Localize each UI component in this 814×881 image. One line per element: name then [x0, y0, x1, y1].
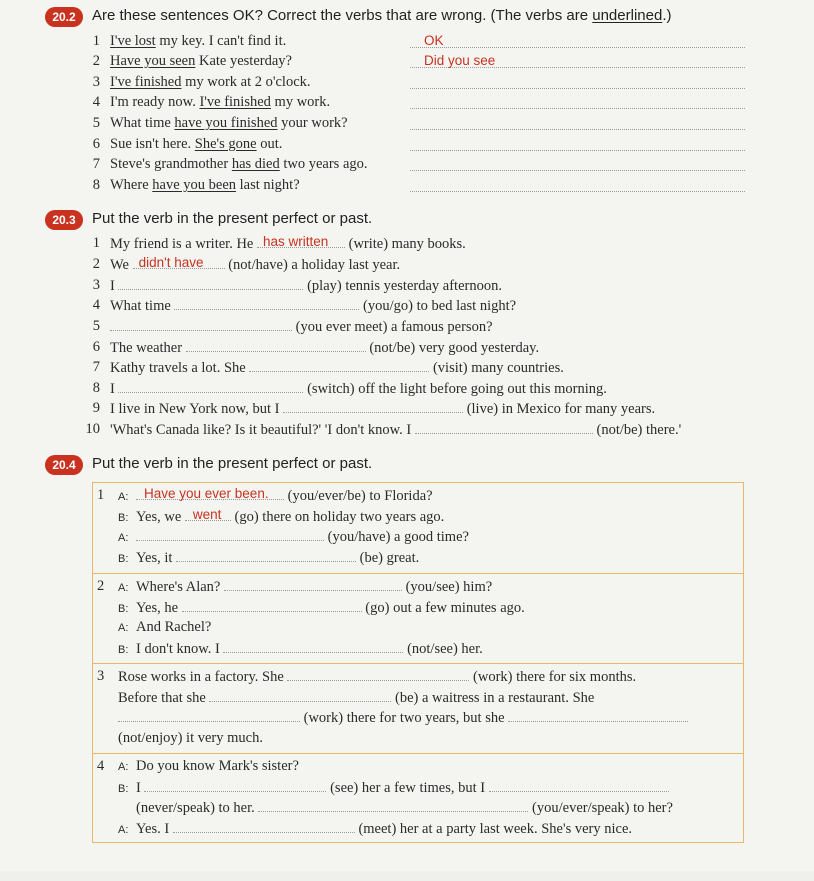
sentence-20-2-6	[110, 136, 282, 153]
text-post: (go) out a few minutes ago.	[361, 600, 525, 616]
speaker-label: A:	[118, 761, 129, 773]
sentence-20-2-4	[110, 94, 330, 111]
answer-text: went	[192, 507, 222, 522]
dialogue-line	[118, 619, 211, 636]
box4-line-3	[136, 799, 673, 817]
answer-blank[interactable]	[415, 421, 593, 434]
underlined-verb: I've finished	[110, 74, 182, 90]
answer-blank[interactable]	[144, 779, 326, 792]
underlined-verb: have you been	[152, 177, 237, 193]
dialogue-line	[118, 578, 492, 596]
exercise-badge-20-4: 20.4	[45, 455, 83, 475]
text-post: two years ago.	[279, 156, 368, 172]
answer-blank[interactable]	[209, 689, 391, 702]
box4-line-2	[118, 779, 669, 797]
text-pre: Where	[110, 177, 153, 193]
item-number: 3	[92, 277, 100, 293]
text-pre: Yes, it	[136, 550, 177, 566]
answer-line[interactable]	[410, 92, 745, 109]
answer-blank[interactable]	[258, 799, 528, 812]
box3-line-1	[118, 668, 636, 686]
text-pre: Steve's grandmother	[110, 156, 232, 172]
text-pre: Kathy travels a lot. She	[110, 360, 250, 376]
text-post: (not/see) her.	[403, 641, 483, 657]
text-pre: 'What's Canada like? Is it beautiful?' 'I don't know. I	[110, 422, 415, 438]
text: Before that she	[118, 690, 210, 706]
text: Yes. I	[136, 821, 173, 837]
answer-blank[interactable]	[176, 549, 356, 562]
answer-blank[interactable]	[182, 599, 362, 612]
text-post: (you/see) him?	[401, 579, 493, 595]
answer-blank[interactable]	[136, 528, 324, 541]
item-number: 10	[85, 421, 100, 437]
answer-blank[interactable]	[133, 256, 225, 269]
text: (never/speak) to her.	[136, 800, 259, 816]
answer-line[interactable]	[410, 31, 745, 48]
text-post: (be) great.	[356, 550, 420, 566]
instruction-underlined: underlined	[592, 7, 663, 24]
item-number: 4	[92, 94, 100, 110]
text-pre: I	[110, 278, 119, 294]
underlined-verb: I've finished	[199, 94, 271, 110]
answer-text: has written	[262, 234, 329, 249]
page-bottom-edge	[0, 871, 814, 881]
answer-blank[interactable]	[223, 640, 403, 653]
text-post: (write) many books.	[344, 236, 466, 252]
instruction-text: Are these sentences OK? Correct the verbs that are wrong. (The verbs are	[92, 7, 593, 24]
sentence-20-3-6	[110, 339, 539, 357]
item-number: 3	[92, 74, 100, 90]
item-number: 7	[92, 156, 100, 172]
item-number: 5	[92, 318, 100, 334]
item-number: 4	[92, 297, 100, 313]
text-pre: What time	[110, 298, 175, 314]
answer-blank[interactable]	[283, 400, 463, 413]
text: I	[136, 780, 145, 796]
text-pre: Where's Alan?	[136, 579, 224, 595]
underlined-verb: has died	[231, 156, 280, 172]
dialogue-line	[118, 487, 433, 505]
underlined-verb: have you finished	[174, 115, 278, 131]
answer-blank[interactable]	[185, 508, 231, 521]
answer-blank[interactable]	[110, 318, 292, 331]
text-post: my work.	[270, 94, 331, 110]
instruction-text-end: .)	[662, 7, 672, 24]
text-pre: Yes, he	[136, 600, 182, 616]
exercise-instruction-20-2	[92, 7, 671, 24]
box3-line-3	[118, 709, 688, 727]
speaker-label: B:	[118, 603, 129, 615]
text-pre: Yes, we	[136, 509, 185, 525]
sentence-20-3-7	[110, 359, 564, 377]
text-post: out.	[256, 136, 283, 152]
box4-line-1	[118, 758, 299, 775]
sentence-20-3-8	[110, 380, 607, 398]
item-number: 5	[92, 115, 100, 131]
text: (see) her a few times, but I	[326, 780, 489, 796]
answer-text: didn't have	[138, 255, 204, 270]
dialogue-box-4	[92, 753, 744, 843]
sentence-20-3-4	[110, 297, 516, 315]
answer-blank[interactable]	[287, 668, 469, 681]
text-pre: I live in New York now, but I	[110, 401, 284, 417]
speaker-label: B:	[118, 553, 129, 565]
answer-line[interactable]	[410, 113, 745, 130]
exercise-badge-20-2: 20.2	[45, 7, 83, 27]
answer-line[interactable]	[410, 72, 745, 89]
item-number: 7	[92, 359, 100, 375]
text: Rose works in a factory. She	[118, 669, 288, 685]
speaker-label: A:	[118, 622, 129, 634]
box-number: 1	[97, 487, 105, 503]
item-number: 8	[92, 177, 100, 193]
box4-number: 4	[97, 758, 105, 774]
text-post: (not/be) very good yesterday.	[365, 340, 540, 356]
exercise-instruction-20-3: Put the verb in the present perfect or past.	[92, 210, 373, 227]
underlined-verb: Have you seen	[110, 53, 196, 69]
sentence-20-2-1	[110, 33, 286, 50]
text: (be) a waitress in a restaurant. She	[391, 690, 595, 706]
dialogue-line	[118, 528, 469, 546]
dialogue-box-3	[92, 663, 744, 754]
text-pre: I	[110, 381, 119, 397]
answer-blank[interactable]	[174, 297, 359, 310]
item-number: 9	[92, 400, 100, 416]
sentence-20-2-3	[110, 74, 311, 91]
text-post: (live) in Mexico for many years.	[463, 401, 656, 417]
text-pre: Sue isn't here.	[110, 136, 195, 152]
answer-line[interactable]	[410, 51, 745, 68]
item-number: 2	[92, 53, 100, 69]
text: (meet) her at a party last week. She's very nice.	[354, 821, 633, 837]
answer-blank[interactable]	[489, 779, 669, 792]
text-post: my key. I can't find it.	[155, 33, 287, 49]
sentence-20-3-9	[110, 400, 655, 418]
item-number: 1	[92, 235, 100, 251]
text-pre: What time	[110, 115, 175, 131]
answer-blank[interactable]	[118, 709, 300, 722]
item-number: 1	[92, 33, 100, 49]
answer-blank[interactable]	[173, 820, 355, 833]
answer-blank[interactable]	[118, 277, 303, 290]
speaker-label: A:	[118, 582, 129, 594]
answer-text: Have you ever been.	[144, 486, 269, 501]
text-post: (you/go) to bed last night?	[359, 298, 517, 314]
text-post: (play) tennis yesterday afternoon.	[303, 278, 502, 294]
item-number: 2	[92, 256, 100, 272]
answer-blank[interactable]	[186, 339, 366, 352]
text-post: (switch) off the light before going out this morning.	[303, 381, 607, 397]
answer-text: Did you see	[424, 53, 496, 68]
sentence-20-3-1	[110, 235, 466, 253]
sentence-20-3-3	[110, 277, 502, 295]
text-post: (you ever meet) a famous person?	[292, 319, 493, 335]
text-post: (you/have) a good time?	[324, 529, 469, 545]
text-pre: I don't know. I	[136, 641, 224, 657]
text-post: (go) there on holiday two years ago.	[230, 509, 445, 525]
text-post: my work at 2 o'clock.	[181, 74, 311, 90]
speaker-label: B:	[118, 512, 129, 524]
speaker-label: A:	[118, 491, 129, 503]
dialogue-box-1	[92, 482, 744, 574]
text-post: (visit) many countries.	[429, 360, 564, 376]
exercise-badge-20-3: 20.3	[45, 210, 83, 230]
text: (work) there for two years, but she	[300, 710, 509, 726]
box3-number: 3	[97, 668, 105, 684]
answer-blank[interactable]	[257, 235, 345, 248]
sentence-20-2-2	[110, 53, 292, 70]
text-pre: I'm ready now.	[110, 94, 200, 110]
box4-line-4	[118, 820, 632, 838]
answer-blank[interactable]	[118, 380, 303, 393]
answer-line[interactable]	[410, 134, 745, 151]
text-post: (you/ever/be) to Florida?	[284, 488, 433, 504]
sentence-20-2-5	[110, 115, 348, 132]
item-number: 6	[92, 136, 100, 152]
text-pre: The weather	[110, 340, 186, 356]
speaker-label: A:	[118, 532, 129, 544]
box3-line-4: (not/enjoy) it very much.	[118, 730, 263, 746]
dialogue-line	[118, 599, 525, 617]
text-post: last night?	[236, 177, 300, 193]
answer-line[interactable]	[410, 154, 745, 171]
text-pre: And Rachel?	[136, 619, 212, 635]
answer-blank[interactable]	[224, 578, 402, 591]
text-pre: My friend is a writer. He	[110, 236, 257, 252]
text-post: (not/have) a holiday last year.	[224, 257, 401, 273]
text-pre: We	[110, 257, 133, 273]
speaker-label: B:	[118, 644, 129, 656]
text-post: (not/be) there.'	[592, 422, 682, 438]
sentence-20-2-8	[110, 177, 300, 194]
sentence-20-2-7	[110, 156, 368, 173]
dialogue-box-2	[92, 573, 744, 664]
answer-line[interactable]	[410, 175, 745, 192]
text-post: your work?	[277, 115, 348, 131]
item-number: 6	[92, 339, 100, 355]
dialogue-line	[118, 508, 444, 526]
answer-blank[interactable]	[508, 709, 688, 722]
answer-blank[interactable]	[249, 359, 429, 372]
underlined-verb: She's gone	[194, 136, 257, 152]
text: (work) there for six months.	[469, 669, 637, 685]
text: Do you know Mark's sister?	[136, 758, 299, 774]
box3-line-2	[118, 689, 594, 707]
speaker-label: B:	[118, 783, 129, 795]
underlined-verb: I've lost	[110, 33, 156, 49]
dialogue-line	[118, 549, 419, 567]
text-post: Kate yesterday?	[195, 53, 292, 69]
sentence-20-3-5	[110, 318, 493, 336]
answer-blank[interactable]	[136, 487, 284, 500]
dialogue-line	[118, 640, 483, 658]
answer-text: OK	[424, 33, 444, 48]
text: (you/ever/speak) to her?	[528, 800, 673, 816]
item-number: 8	[92, 380, 100, 396]
speaker-label: A:	[118, 824, 129, 836]
box-number: 2	[97, 578, 105, 594]
exercise-instruction-20-4: Put the verb in the present perfect or past.	[92, 455, 373, 472]
sentence-20-3-10	[110, 421, 681, 439]
sentence-20-3-2	[110, 256, 400, 274]
